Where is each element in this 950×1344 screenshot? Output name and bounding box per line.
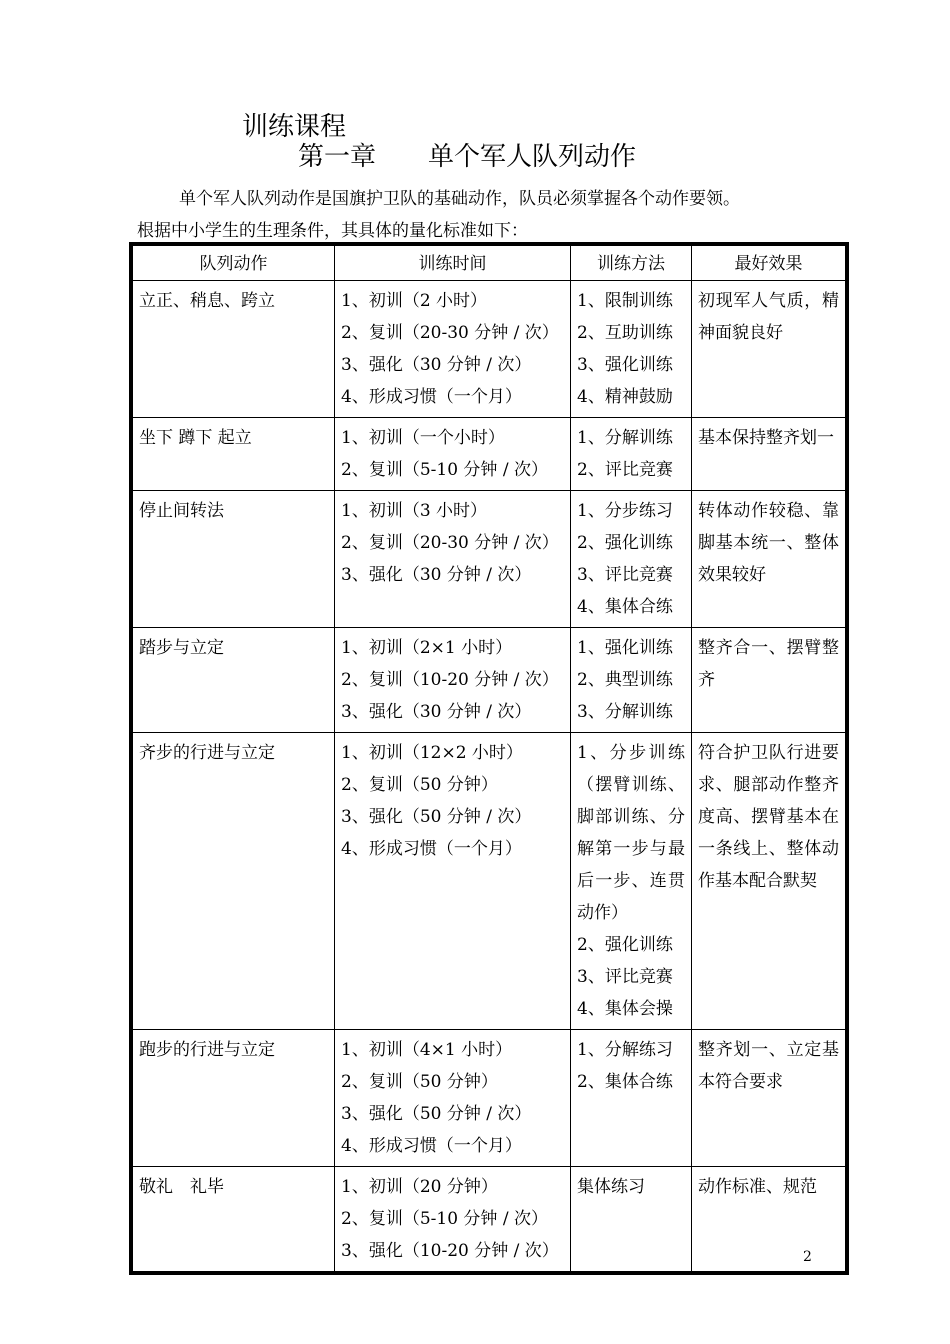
method-item: 4、精神鼓励 bbox=[577, 387, 673, 407]
time-item: 3、强化（50 分钟 / 次） bbox=[341, 1104, 532, 1124]
effect-text: 符合护卫队行进要求、腿部动作整齐度高、摆臂基本在一条线上、整体动作基本配合默契 bbox=[698, 743, 839, 891]
time-cell bbox=[335, 418, 571, 491]
action-cell: 立正、稍息、跨立 bbox=[133, 281, 335, 418]
time-item: 1、初训（2 小时） bbox=[341, 291, 488, 311]
method-item: 2、互助训练 bbox=[577, 323, 673, 343]
effect-text: 动作标准、规范 bbox=[698, 1177, 817, 1197]
method-item: 1、分解练习 bbox=[577, 1040, 673, 1060]
method-item: 1、分步训练（摆臂训练、脚部训练、分解第一步与最后一步、连贯动作） bbox=[577, 743, 685, 923]
method-item: 2、强化训练 bbox=[577, 935, 673, 955]
method-cell bbox=[571, 1167, 692, 1272]
effect-cell bbox=[692, 418, 846, 491]
page-number: 2 bbox=[803, 1249, 812, 1265]
time-item: 1、初训（12×2 小时） bbox=[341, 743, 523, 763]
method-item: 集体练习 bbox=[577, 1177, 645, 1197]
effect-cell bbox=[692, 281, 846, 418]
method-cell bbox=[571, 1030, 692, 1167]
method-item: 2、集体合练 bbox=[577, 1072, 673, 1092]
action-cell: 敬礼 礼毕 bbox=[133, 1167, 335, 1272]
effect-cell bbox=[692, 491, 846, 628]
time-cell bbox=[335, 733, 571, 1030]
intro-paragraph-line2: 根据中小学生的生理条件，其具体的量化标准如下： bbox=[137, 221, 528, 241]
method-item: 1、限制训练 bbox=[577, 291, 673, 311]
effect-cell bbox=[692, 628, 846, 733]
time-item: 3、强化（30 分钟 / 次） bbox=[341, 355, 532, 375]
method-item: 2、评比竞赛 bbox=[577, 460, 673, 480]
time-item: 1、初训（一个小时） bbox=[341, 428, 505, 448]
effect-text: 整齐划一、立定基本符合要求 bbox=[698, 1040, 839, 1092]
time-cell bbox=[335, 1167, 571, 1272]
time-cell bbox=[335, 1030, 571, 1167]
method-cell bbox=[571, 418, 692, 491]
course-title: 训练课程 bbox=[242, 112, 347, 142]
time-item: 1、初训（4×1 小时） bbox=[341, 1040, 513, 1060]
time-item: 2、复训（5-10 分钟 / 次） bbox=[341, 1209, 548, 1229]
method-cell bbox=[571, 491, 692, 628]
time-cell bbox=[335, 628, 571, 733]
method-item: 4、集体会操 bbox=[577, 999, 673, 1019]
header-method: 训练方法 bbox=[571, 246, 692, 281]
effect-text: 初现军人气质，精神面貌良好 bbox=[698, 291, 839, 343]
method-cell bbox=[571, 733, 692, 1030]
time-item: 4、形成习惯（一个月） bbox=[341, 1136, 522, 1156]
time-cell bbox=[335, 491, 571, 628]
effect-text: 基本保持整齐划一 bbox=[698, 428, 834, 448]
time-item: 2、复训（20-30 分钟 / 次） bbox=[341, 533, 559, 553]
training-table bbox=[132, 245, 846, 1272]
table-row bbox=[133, 418, 846, 491]
action-cell: 跑步的行进与立定 bbox=[133, 1030, 335, 1167]
method-item: 3、评比竞赛 bbox=[577, 565, 673, 585]
time-item: 3、强化（10-20 分钟 / 次） bbox=[341, 1241, 559, 1261]
time-item: 2、复训（50 分钟） bbox=[341, 775, 498, 795]
time-item: 2、复训（50 分钟） bbox=[341, 1072, 498, 1092]
intro-paragraph-line1: 单个军人队列动作是国旗护卫队的基础动作，队员必须掌握各个动作要领。 bbox=[179, 189, 740, 209]
method-item: 4、集体合练 bbox=[577, 597, 673, 617]
time-item: 1、初训（3 小时） bbox=[341, 501, 488, 521]
time-item: 4、形成习惯（一个月） bbox=[341, 387, 522, 407]
table-header-row bbox=[133, 246, 846, 281]
time-item: 1、初训（2×1 小时） bbox=[341, 638, 513, 658]
time-item: 2、复训（5-10 分钟 / 次） bbox=[341, 460, 548, 480]
effect-cell bbox=[692, 1167, 846, 1272]
header-action: 队列动作 bbox=[133, 246, 335, 281]
table-row bbox=[133, 733, 846, 1030]
method-item: 3、强化训练 bbox=[577, 355, 673, 375]
time-item: 3、强化（50 分钟 / 次） bbox=[341, 807, 532, 827]
time-item: 2、复训（20-30 分钟 / 次） bbox=[341, 323, 559, 343]
training-table-frame bbox=[129, 242, 849, 1275]
method-item: 3、分解训练 bbox=[577, 702, 673, 722]
method-cell bbox=[571, 281, 692, 418]
time-item: 3、强化（30 分钟 / 次） bbox=[341, 565, 532, 585]
method-cell bbox=[571, 628, 692, 733]
time-item: 1、初训（20 分钟） bbox=[341, 1177, 498, 1197]
effect-text: 整齐合一、摆臂整齐 bbox=[698, 638, 839, 690]
method-item: 3、评比竞赛 bbox=[577, 967, 673, 987]
method-item: 2、典型训练 bbox=[577, 670, 673, 690]
time-item: 3、强化（30 分钟 / 次） bbox=[341, 702, 532, 722]
table-row bbox=[133, 281, 846, 418]
action-cell: 停止间转法 bbox=[133, 491, 335, 628]
action-cell: 齐步的行进与立定 bbox=[133, 733, 335, 1030]
action-cell: 坐下 蹲下 起立 bbox=[133, 418, 335, 491]
header-effect: 最好效果 bbox=[692, 246, 846, 281]
method-item: 1、分步练习 bbox=[577, 501, 673, 521]
header-time: 训练时间 bbox=[335, 246, 571, 281]
method-item: 1、分解训练 bbox=[577, 428, 673, 448]
table-row bbox=[133, 1167, 846, 1272]
method-item: 1、强化训练 bbox=[577, 638, 673, 658]
effect-cell bbox=[692, 733, 846, 1030]
effect-cell bbox=[692, 1030, 846, 1167]
chapter-title: 第一章 单个军人队列动作 bbox=[298, 142, 637, 172]
time-cell bbox=[335, 281, 571, 418]
table-row bbox=[133, 628, 846, 733]
effect-text: 转体动作较稳、靠脚基本统一、整体效果较好 bbox=[698, 501, 839, 585]
method-item: 2、强化训练 bbox=[577, 533, 673, 553]
time-item: 4、形成习惯（一个月） bbox=[341, 839, 522, 859]
action-cell: 踏步与立定 bbox=[133, 628, 335, 733]
table-row bbox=[133, 491, 846, 628]
time-item: 2、复训（10-20 分钟 / 次） bbox=[341, 670, 559, 690]
table-row bbox=[133, 1030, 846, 1167]
